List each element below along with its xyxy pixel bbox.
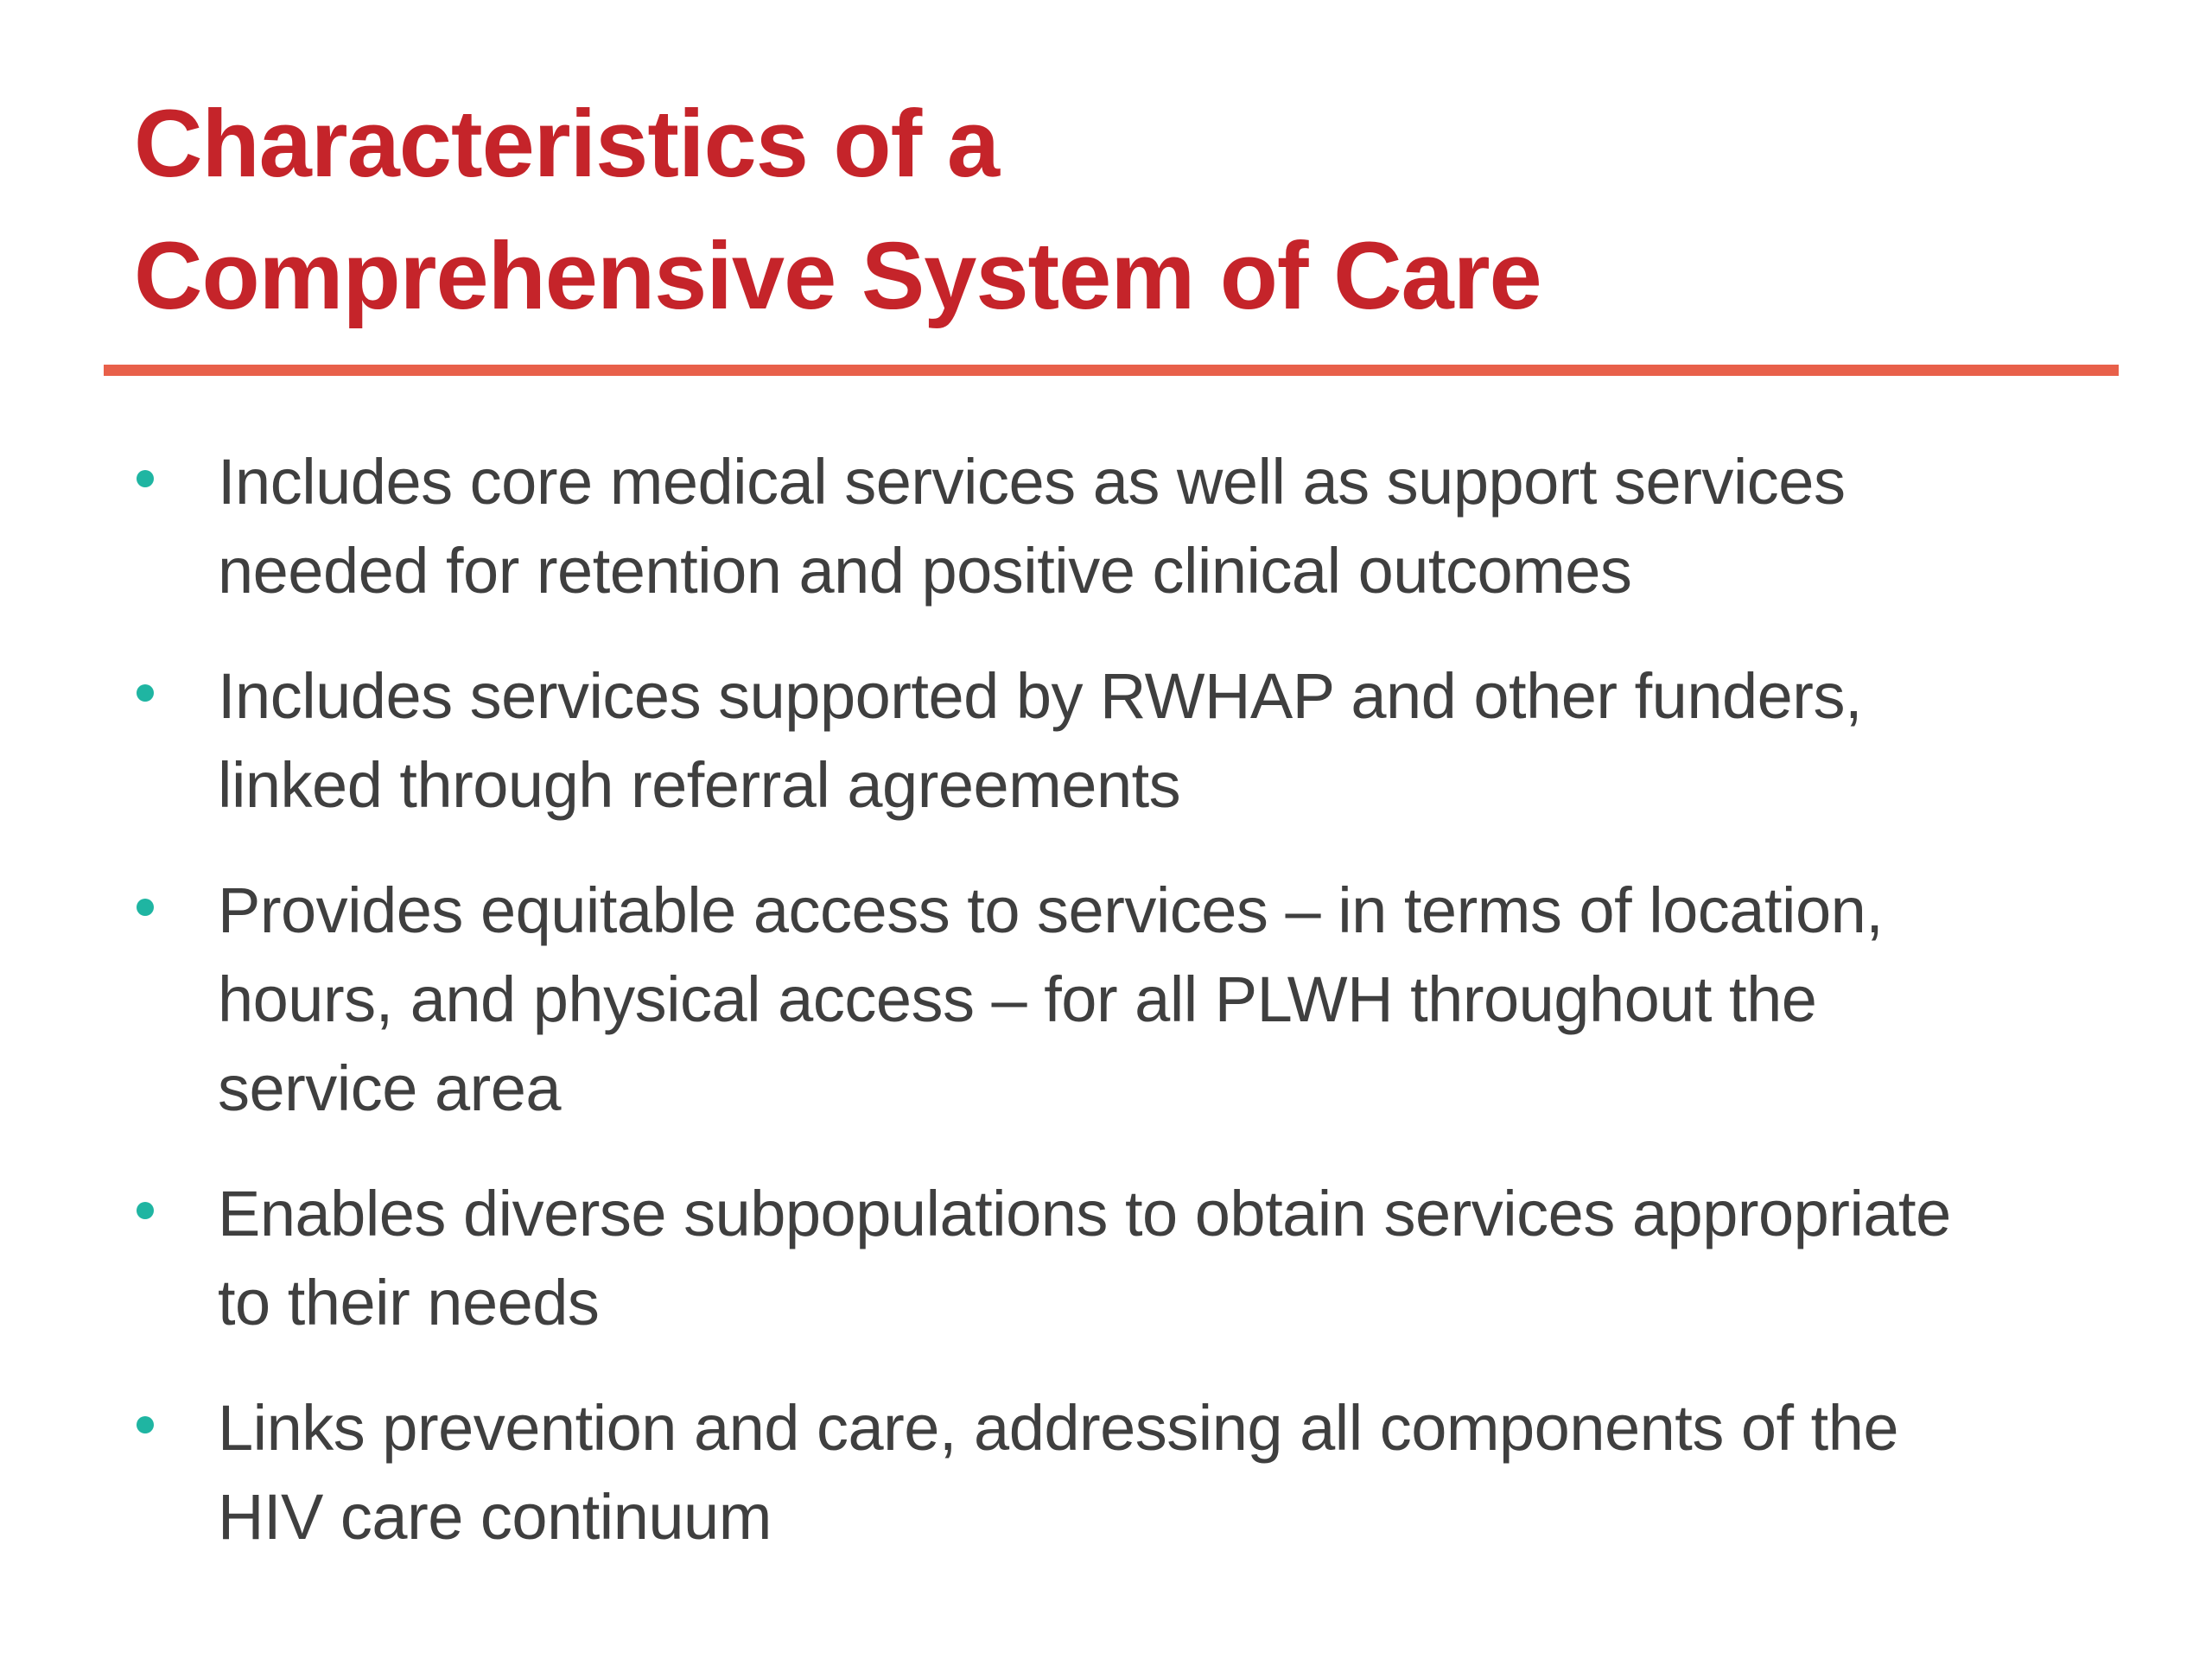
slide-title-line-1: Characteristics of a — [134, 91, 999, 197]
bullet-dot-icon — [137, 470, 154, 487]
bullet-text-line: hours, and physical access – for all PLWH throughout the — [218, 963, 1817, 1035]
bullet-text-line: to their needs — [218, 1267, 600, 1338]
bullet-dot-icon — [137, 899, 154, 916]
bullet-text-5 — [218, 1383, 2119, 1561]
bullet-text-line: Links prevention and care, addressing all components of the — [218, 1392, 1899, 1464]
bullet-text-line: HIV care continuum — [218, 1481, 772, 1553]
bullet-text-1 — [218, 437, 2119, 615]
bullet-text-4 — [218, 1169, 2119, 1347]
bullet-text-line: Enables diverse subpopulations to obtain services appropriate — [218, 1178, 1951, 1249]
bullet-text-3 — [218, 866, 2119, 1133]
slide-title-line-2: Comprehensive System of Care — [134, 223, 1541, 329]
bullet-dot-icon — [137, 684, 154, 702]
bullet-text-2 — [218, 652, 2119, 830]
bullet-dot-icon — [137, 1202, 154, 1219]
bullet-text-line: service area — [218, 1052, 562, 1124]
bullet-text-line: Provides equitable access to services – in terms of location, — [218, 874, 1884, 946]
bullet-dot-icon — [137, 1416, 154, 1433]
bullet-text-line: linked through referral agreements — [218, 749, 1181, 821]
bullet-text-line: Includes services supported by RWHAP and other funders, — [218, 660, 1863, 732]
bullet-text-line: needed for retention and positive clinical outcomes — [218, 535, 1632, 607]
bullet-text-line: Includes core medical services as well as support services — [218, 446, 1846, 518]
